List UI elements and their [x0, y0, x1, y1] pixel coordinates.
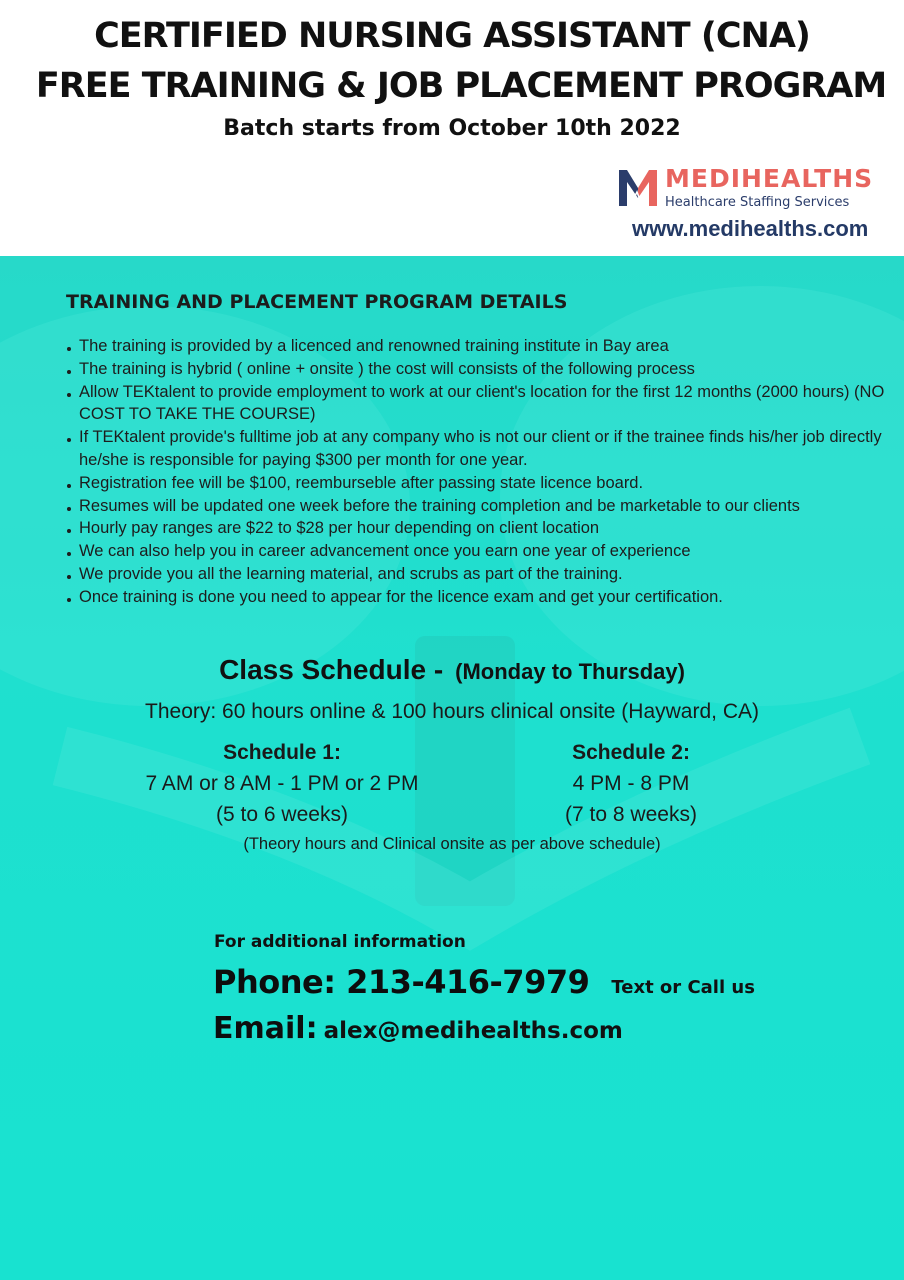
logo-m-icon	[617, 166, 659, 210]
theory-hours: Theory: 60 hours online & 100 hours clinical onsite (Hayward, CA)	[145, 700, 759, 723]
schedule-1	[132, 737, 432, 830]
batch-start-date: Batch starts from October 10th 2022	[223, 116, 681, 141]
medihealths-logo	[617, 166, 887, 212]
list-item: If TEKtalent provide's fulltime job at any company who is not our client or if the trainee finds his/her job directly he/she is responsible for paying $300 per month for one year.	[66, 426, 886, 472]
title-line-2: FREE TRAINING & JOB PLACEMENT PROGRAM	[35, 66, 887, 106]
schedule-1-time: 7 AM or 8 AM - 1 PM or 2 PM	[145, 772, 419, 795]
details-heading: TRAINING AND PLACEMENT PROGRAM DETAILS	[66, 291, 568, 313]
schedule-1-heading: Schedule 1:	[223, 741, 341, 764]
text-or-call-label: Text or Call us	[611, 977, 755, 998]
list-item: The training is provided by a licenced and renowned training institute in Bay area	[66, 335, 886, 358]
email-address[interactable]: alex@medihealths.com	[323, 1018, 623, 1044]
phone-line	[213, 963, 755, 1001]
list-item: Allow TEKtalent to provide employment to work at our client's location for the first 12 months (2000 hours) (NO COST TO TAKE THE COURSE)	[66, 381, 886, 427]
list-item: We provide you all the learning material, and scrubs as part of the training.	[66, 563, 886, 586]
class-schedule-title: Class Schedule -	[219, 654, 444, 685]
email-label: Email:	[213, 1011, 318, 1046]
schedule-note: (Theory hours and Clinical onsite as per above schedule)	[243, 835, 661, 853]
title-line-1: CERTIFIED NURSING ASSISTANT (CNA)	[94, 16, 810, 56]
website-url: www.medihealths.com	[632, 216, 869, 241]
details-list	[66, 335, 886, 609]
list-item: Once training is done you need to appear for the licence exam and get your certification.	[66, 586, 886, 609]
logo-tagline: Healthcare Staffing Services	[665, 195, 850, 210]
list-item: We can also help you in career advancement once you earn one year of experience	[66, 540, 886, 563]
list-item: Resumes will be updated one week before the training completion and be marketable to our clients	[66, 495, 886, 518]
class-schedule-heading	[0, 654, 904, 686]
schedule-2-duration: (7 to 8 weeks)	[565, 803, 697, 826]
list-item: The training is hybrid ( online + onsite ) the cost will consists of the following process	[66, 358, 886, 381]
schedule-2	[531, 737, 731, 830]
header	[0, 0, 904, 256]
list-item: Registration fee will be $100, reemburseble after passing state licence board.	[66, 472, 886, 495]
class-schedule-days: (Monday to Thursday)	[455, 659, 685, 684]
logo-brand-name: MEDIHEALTHS	[665, 164, 874, 193]
schedule-2-heading: Schedule 2:	[572, 741, 690, 764]
list-item: Hourly pay ranges are $22 to $28 per hour depending on client location	[66, 517, 886, 540]
email-line	[213, 1011, 623, 1046]
phone-number[interactable]: Phone: 213-416-7979	[213, 963, 590, 1001]
schedule-1-duration: (5 to 6 weeks)	[216, 803, 348, 826]
schedule-2-time: 4 PM - 8 PM	[572, 772, 690, 795]
additional-info-label: For additional information	[214, 932, 466, 952]
